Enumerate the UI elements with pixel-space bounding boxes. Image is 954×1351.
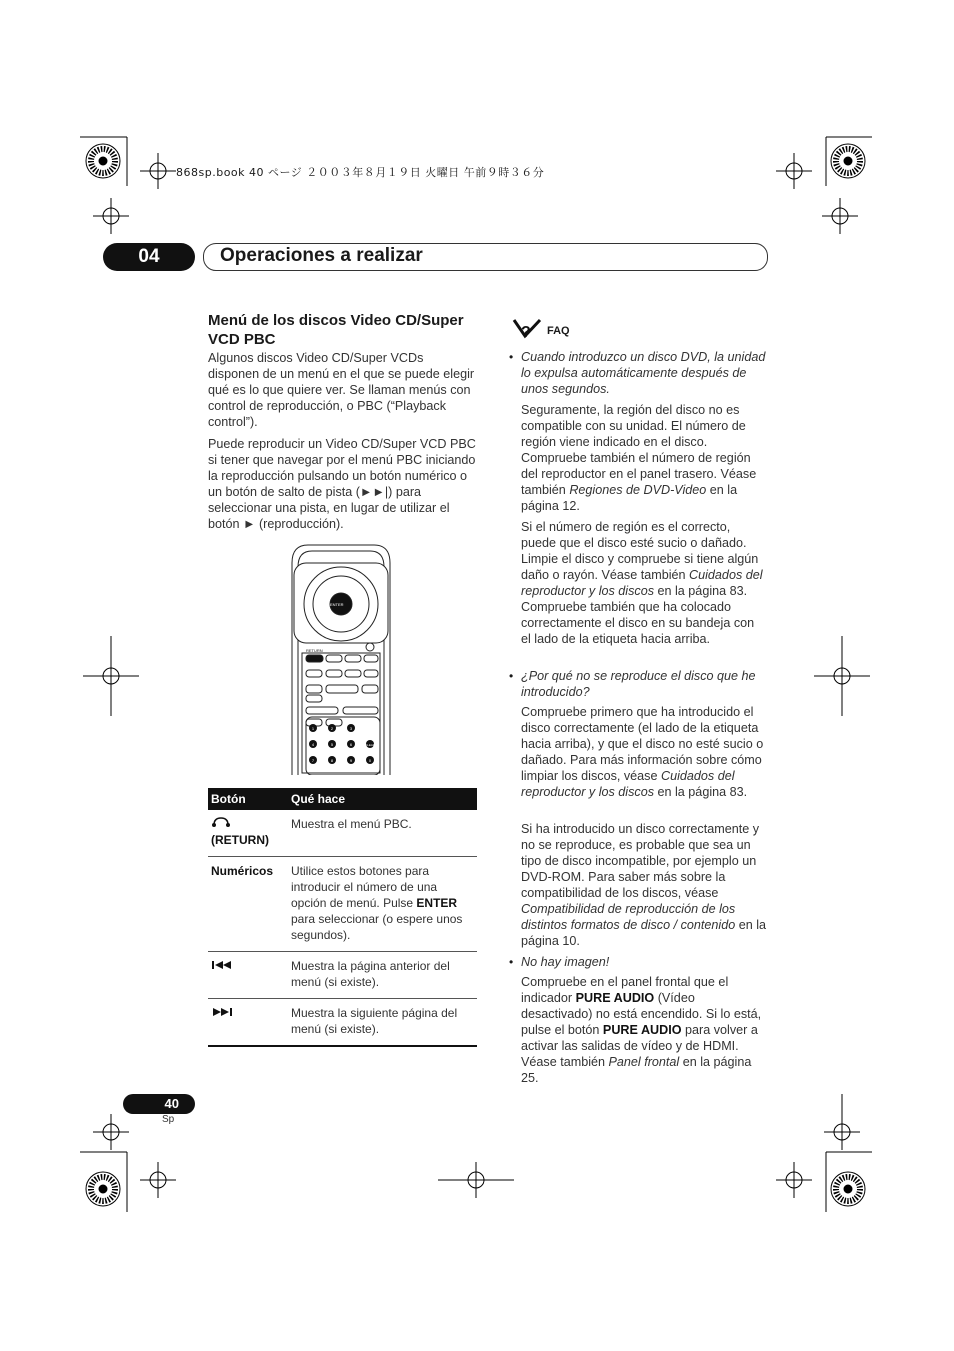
- svg-text:9: 9: [349, 758, 353, 763]
- section-paragraph-2: Puede reproducir un Video CD/Super VCD PBC si tener que navegar por el menú PBC iniciando la reproducción pulsando un botón numérico o un botón de salto de pista (►►|) para seleccionar una pista, en lugar de utilizar el botón ► (reproducción).: [208, 437, 476, 531]
- sunburst-mark-bottom-right: [831, 1172, 865, 1206]
- bullet-icon: •: [509, 669, 514, 683]
- page-language: Sp: [162, 1114, 175, 1125]
- return-icon: [211, 816, 231, 828]
- section-paragraph-1: Algunos discos Video CD/Super VCDs disponen de un menú en el que se puede elegir qué es lo que quiere ver. Se llaman menús con control de reproducción, o PBC (“Playback control”).: [208, 351, 475, 429]
- chapter-title: Operaciones a realizar: [220, 245, 423, 266]
- faq-answer-3: Compruebe en el panel frontal que el indicador PURE AUDIO (Vídeo desactivado) no está encendido. Si lo está, pulse el botón PURE AUDIO para volver a activar las salidas de vídeo y de HDMI. Véase también Panel frontal en la página 25.: [521, 975, 762, 1085]
- print-header: 868sp.book 40 ページ ２００３年８月１９日 火曜日 午前９時３６分: [176, 166, 545, 179]
- table-header-button: Botón: [208, 788, 288, 810]
- svg-text:4: 4: [311, 742, 315, 747]
- svg-text:7: 7: [311, 758, 315, 763]
- svg-text:5: 5: [330, 742, 334, 747]
- svg-text:8: 8: [330, 758, 334, 763]
- chapter-number: 04: [103, 243, 195, 271]
- faq-icon: [512, 318, 542, 340]
- sunburst-mark-bottom-left: [86, 1172, 120, 1206]
- svg-text:2: 2: [330, 726, 334, 731]
- remote-enter-label: ENTER: [330, 602, 344, 607]
- svg-text:3: 3: [349, 726, 353, 731]
- button-function-table: [208, 788, 477, 1047]
- table-row: [208, 999, 477, 1047]
- section-title: Menú de los discos Video CD/Super VCD PBC: [208, 312, 464, 348]
- table-row: [208, 857, 477, 952]
- faq-answer-1a: Seguramente, la región del disco no es compatible con su unidad. El número de región viene indicado en el disco. Compruebe también el número de región del reproductor en el panel trasero. Véase también Regiones de DVD-Video en la página 12.: [521, 403, 757, 513]
- next-description: Muestra la siguiente página del menú (si existe).: [288, 999, 477, 1047]
- bullet-icon: •: [509, 955, 514, 969]
- svg-text:1: 1: [311, 726, 315, 731]
- return-description: Muestra el menú PBC.: [288, 810, 477, 857]
- next-icon: [211, 1007, 233, 1017]
- numeric-button-label: Numéricos: [208, 857, 288, 952]
- faq-question-1: Cuando introduzco un disco DVD, la unidad lo expulsa automáticamente después de unos segundos.: [521, 350, 766, 396]
- svg-text:6: 6: [349, 742, 353, 747]
- table-row: [208, 952, 477, 999]
- table-row: [208, 810, 477, 857]
- remote-return-label: RETURN: [306, 648, 323, 653]
- remote-control-illustration: [288, 543, 394, 775]
- numeric-description: Utilice estos botones para introducir el número de una opción de menú. Pulse ENTER para seleccionar (o espere unos segundos).: [288, 857, 477, 952]
- faq-answer-1b: Si el número de región es el correcto, puede que el disco esté sucio o dañado. Limpie el disco y compruebe si tiene algún daño o rayón. Véase también Cuidados del reproductor y los discos en la página 83. Compruebe también que ha colocado correctamente el disco en su bandeja con el lado de la etiqueta hacia arriba.: [521, 520, 763, 646]
- svg-text:CLEAR: CLEAR: [364, 743, 376, 747]
- faq-question-2: ¿Por qué no se reproduce el disco que he introducido?: [521, 669, 756, 699]
- faq-label: FAQ: [547, 325, 570, 337]
- faq-answer-2a: Compruebe primero que ha introducido el disco correctamente (el lado de la etiqueta hacia arriba), y que el disco no esté sucio o dañado. Para más información sobre cómo limpiar los discos, véase Cuidados del reproductor y los discos en la página 83.: [521, 705, 764, 799]
- faq-question-3: No hay imagen!: [521, 955, 610, 969]
- svg-text:?: ?: [521, 324, 531, 340]
- prev-icon: [211, 960, 233, 970]
- svg-text:0: 0: [368, 758, 372, 763]
- sunburst-mark-top-left: [86, 144, 120, 178]
- prev-description: Muestra la página anterior del menú (si existe).: [288, 952, 477, 999]
- faq-answer-2b: Si ha introducido un disco correctamente y no se reproduce, es probable que sea un tipo de disco incompatible, por ejemplo un DVD-ROM. Para saber más sobre la compatibilidad de los discos, véase Compatibilidad de reproducción de los distintos formatos de disco / contenido en la página 10.: [521, 822, 767, 948]
- sunburst-mark-top-right: [831, 144, 865, 178]
- table-header-function: Qué hace: [288, 788, 477, 810]
- page-number: 40: [123, 1094, 195, 1114]
- bullet-icon: •: [509, 350, 514, 364]
- return-button-label: (RETURN): [211, 833, 269, 847]
